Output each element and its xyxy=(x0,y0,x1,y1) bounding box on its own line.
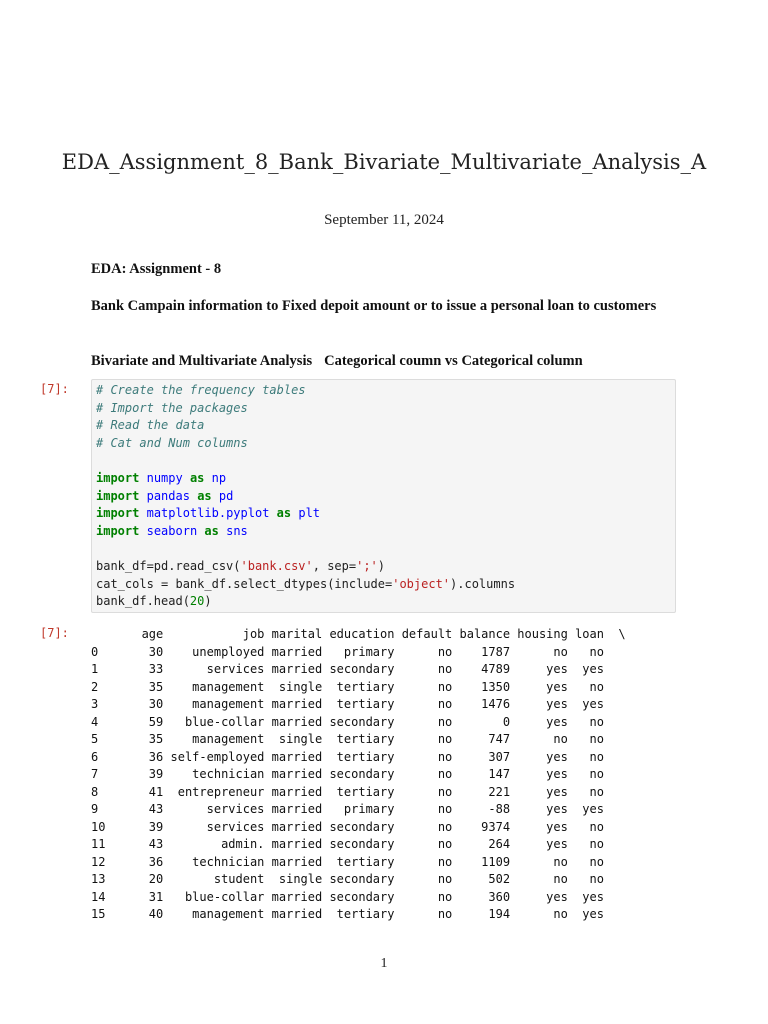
table-cell: 30 xyxy=(119,697,164,711)
code-token: # Read the data xyxy=(96,418,205,433)
table-cell: no xyxy=(567,679,604,694)
table-row xyxy=(91,749,626,767)
table-cell: 264 xyxy=(452,837,511,851)
table-cell: tertiary xyxy=(322,854,395,869)
document-date: September 11, 2024 xyxy=(324,212,444,228)
table-cell: 1109 xyxy=(452,854,511,869)
code-line xyxy=(96,435,515,453)
table-cell: married xyxy=(264,837,323,851)
column-header: \ xyxy=(603,627,626,641)
table-cell: tertiary xyxy=(322,679,395,694)
table-cell: no xyxy=(567,732,604,746)
table-cell: yes xyxy=(510,889,568,904)
code-token: 'object' xyxy=(392,576,451,591)
table-cell: 1350 xyxy=(452,679,511,694)
table-row xyxy=(91,766,626,784)
table-cell: 4 xyxy=(91,714,120,729)
code-token xyxy=(212,489,219,503)
table-cell: 39 xyxy=(119,767,164,781)
table-cell: management xyxy=(163,732,265,746)
table-cell: yes xyxy=(567,802,604,816)
code-token: matplotlib.pyplot xyxy=(146,506,270,521)
table-cell: yes xyxy=(510,749,568,764)
table-cell: married xyxy=(264,644,323,659)
table-cell: services xyxy=(163,662,265,676)
table-cell: married xyxy=(264,889,323,904)
table-row xyxy=(91,836,626,854)
heading-description: Bank Campain information to Fixed depoit amount or to issue a personal loan to customers xyxy=(91,298,657,314)
heading-analysis xyxy=(91,352,681,370)
table-cell: technician xyxy=(163,854,265,869)
code-token: 'bank.csv' xyxy=(240,558,313,573)
input-prompt: [7]: xyxy=(40,382,69,396)
table-cell: yes xyxy=(510,784,568,799)
table-cell: 14 xyxy=(91,889,120,904)
table-cell: tertiary xyxy=(322,732,395,746)
table-cell: married xyxy=(264,802,323,816)
table-cell: single xyxy=(264,679,323,694)
code-token: , sep= xyxy=(312,558,357,573)
code-line xyxy=(96,593,515,611)
table-cell: admin. xyxy=(163,837,265,851)
table-cell: 39 xyxy=(119,819,164,834)
table-row xyxy=(91,854,626,872)
column-header: balance xyxy=(452,627,511,641)
code-line xyxy=(96,505,515,523)
table-cell: 1 xyxy=(91,662,120,676)
table-cell: yes xyxy=(567,889,604,904)
table-cell: 11 xyxy=(91,837,120,851)
table-cell: secondary xyxy=(322,889,395,904)
column-header: education xyxy=(322,627,395,641)
table-cell: yes xyxy=(510,697,568,711)
table-cell: no xyxy=(394,714,453,729)
table-cell: no xyxy=(394,802,453,816)
code-token xyxy=(204,471,211,485)
table-cell: 1787 xyxy=(452,644,511,659)
table-cell: no xyxy=(567,854,604,869)
table-cell: single xyxy=(264,872,323,886)
table-cell: blue-collar xyxy=(163,889,265,904)
table-cell: 307 xyxy=(452,749,511,764)
table-cell: 194 xyxy=(452,907,511,921)
heading-assignment: EDA: Assignment - 8 xyxy=(91,261,222,277)
table-cell: married xyxy=(264,767,323,781)
table-cell: married xyxy=(264,662,323,676)
table-cell: tertiary xyxy=(322,784,395,799)
column-header: age xyxy=(119,627,164,641)
code-token: cat_cols = bank_df.select_dtypes(include= xyxy=(96,576,393,591)
code-token: as xyxy=(189,470,205,485)
table-cell: management xyxy=(163,907,265,921)
heading-analysis-part1: Bivariate and Multivariate Analysis xyxy=(91,353,313,369)
code-line xyxy=(96,523,515,541)
table-cell: no xyxy=(510,732,568,746)
table-cell: 43 xyxy=(119,802,164,816)
code-line xyxy=(96,400,515,418)
table-cell: no xyxy=(394,907,453,921)
column-header xyxy=(91,626,120,644)
table-cell: 43 xyxy=(119,837,164,851)
table-row xyxy=(91,661,626,679)
table-cell: tertiary xyxy=(322,749,395,764)
table-cell: 1476 xyxy=(452,697,511,711)
table-cell: 41 xyxy=(119,784,164,799)
table-cell: management xyxy=(163,697,265,711)
table-cell: 31 xyxy=(119,889,164,904)
table-cell: 13 xyxy=(91,872,120,886)
table-row xyxy=(91,906,626,924)
code-token xyxy=(139,506,146,520)
table-cell: no xyxy=(394,854,453,869)
table-cell: tertiary xyxy=(322,907,395,921)
table-cell: 2 xyxy=(91,679,120,694)
column-header: marital xyxy=(264,627,323,641)
table-cell: yes xyxy=(510,767,568,781)
code-token: # Cat and Num columns xyxy=(96,435,248,450)
table-cell: 8 xyxy=(91,784,120,799)
code-line xyxy=(96,470,515,488)
table-cell: no xyxy=(567,749,604,764)
table-cell: primary xyxy=(322,802,395,816)
column-header: job xyxy=(163,627,265,641)
table-cell: services xyxy=(163,819,265,834)
code-token: pd xyxy=(218,488,234,503)
table-cell: no xyxy=(394,837,453,851)
table-cell: 9 xyxy=(91,802,120,816)
table-cell: 59 xyxy=(119,714,164,729)
table-cell: no xyxy=(394,889,453,904)
code-token xyxy=(269,506,276,520)
table-cell: married xyxy=(264,854,323,869)
table-cell: secondary xyxy=(322,819,395,834)
code-line xyxy=(96,382,515,400)
table-cell: secondary xyxy=(322,872,395,886)
table-cell: 5 xyxy=(91,732,120,746)
table-cell: 221 xyxy=(452,784,511,799)
table-cell: married xyxy=(264,697,323,711)
code-token: as xyxy=(197,488,212,503)
table-cell: no xyxy=(394,662,453,676)
table-cell: no xyxy=(394,644,453,659)
table-cell: 7 xyxy=(91,767,120,781)
table-cell: 0 xyxy=(91,644,120,659)
column-header: loan xyxy=(567,627,604,641)
code-line xyxy=(96,417,515,435)
table-cell: no xyxy=(567,872,604,886)
code-token: pandas xyxy=(146,488,190,503)
code-token: import xyxy=(96,506,140,521)
code-token: 20 xyxy=(189,594,205,609)
table-cell: no xyxy=(394,784,453,799)
table-cell: yes xyxy=(567,662,604,676)
table-cell: primary xyxy=(322,644,395,659)
code-token: np xyxy=(211,470,227,485)
table-row xyxy=(91,644,626,662)
code-token xyxy=(139,524,146,538)
table-row xyxy=(91,731,626,749)
table-cell: 10 xyxy=(91,819,120,834)
table-cell: tertiary xyxy=(322,697,395,711)
table-cell: yes xyxy=(510,802,568,816)
code-line xyxy=(96,452,515,470)
table-cell: yes xyxy=(510,662,568,676)
table-row xyxy=(91,696,626,714)
output-prompt: [7]: xyxy=(40,626,69,640)
table-cell: no xyxy=(567,784,604,799)
table-cell: 502 xyxy=(452,872,511,886)
code-token: ).columns xyxy=(450,576,516,591)
page-number: 1 xyxy=(380,956,388,971)
table-cell: technician xyxy=(163,767,265,781)
table-cell: married xyxy=(264,714,323,729)
code-line xyxy=(96,558,515,576)
table-cell: yes xyxy=(567,907,604,921)
table-cell: no xyxy=(394,679,453,694)
table-row xyxy=(91,871,626,889)
table-cell: married xyxy=(264,749,323,764)
table-cell: no xyxy=(510,644,568,659)
table-cell: 36 xyxy=(119,854,164,869)
code-block xyxy=(96,382,515,611)
table-cell: no xyxy=(394,749,453,764)
table-cell: no xyxy=(394,767,453,781)
table-cell: secondary xyxy=(322,837,395,851)
table-cell: no xyxy=(567,644,604,659)
table-cell: no xyxy=(510,907,568,921)
table-cell: 40 xyxy=(119,907,164,921)
heading-analysis-part2: Categorical coumn vs Categorical column xyxy=(324,353,583,369)
table-row xyxy=(91,679,626,697)
code-token xyxy=(183,471,190,485)
table-cell: no xyxy=(394,819,453,834)
table-cell: 360 xyxy=(452,889,511,904)
table-cell: yes xyxy=(510,679,568,694)
code-token: plt xyxy=(298,506,321,521)
code-token xyxy=(139,489,146,503)
table-cell: yes xyxy=(510,819,568,834)
table-row xyxy=(91,801,626,819)
table-cell: no xyxy=(510,854,568,869)
table-cell: no xyxy=(567,819,604,834)
code-token: ) xyxy=(204,594,212,609)
column-header: housing xyxy=(510,627,568,641)
table-cell: 35 xyxy=(119,732,164,746)
table-cell: 20 xyxy=(119,872,164,886)
code-token: sns xyxy=(226,523,248,538)
code-token: import xyxy=(96,470,140,485)
code-token: # Import the packages xyxy=(96,400,248,415)
code-token: seaborn xyxy=(146,523,198,538)
table-cell: secondary xyxy=(322,662,395,676)
table-cell: no xyxy=(510,872,568,886)
table-cell: 147 xyxy=(452,767,511,781)
table-cell: services xyxy=(163,802,265,816)
table-cell: 30 xyxy=(119,644,164,659)
table-cell: unemployed xyxy=(163,644,265,659)
output-dataframe xyxy=(91,626,626,924)
code-token xyxy=(139,471,146,485)
table-cell: married xyxy=(264,907,323,921)
code-token: import xyxy=(96,523,140,538)
code-token: ) xyxy=(377,558,386,573)
code-token: ';' xyxy=(356,558,378,573)
table-cell: no xyxy=(394,697,453,711)
table-cell: no xyxy=(567,837,604,851)
table-cell: yes xyxy=(510,714,568,729)
table-row xyxy=(91,819,626,837)
table-cell: married xyxy=(264,819,323,834)
table-cell: no xyxy=(567,767,604,781)
table-cell: yes xyxy=(510,837,568,851)
table-cell: management xyxy=(163,679,265,694)
table-cell: student xyxy=(163,872,265,886)
code-token: numpy xyxy=(146,470,183,485)
table-cell: secondary xyxy=(322,714,395,729)
table-cell: 12 xyxy=(91,854,120,869)
code-token: as xyxy=(204,523,219,538)
table-cell: secondary xyxy=(322,767,395,781)
table-cell: blue-collar xyxy=(163,714,265,729)
code-line xyxy=(96,540,515,558)
table-cell: no xyxy=(394,872,453,886)
table-cell: -88 xyxy=(452,802,511,816)
code-token: bank_df.head( xyxy=(96,594,190,609)
table-cell: 33 xyxy=(119,662,164,676)
table-cell: 4789 xyxy=(452,662,511,676)
table-cell: yes xyxy=(567,697,604,711)
code-token: as xyxy=(276,506,292,521)
table-cell: no xyxy=(394,732,453,746)
column-header: default xyxy=(394,627,453,641)
code-token xyxy=(219,524,226,538)
table-row xyxy=(91,784,626,802)
table-cell: married xyxy=(264,784,323,799)
table-cell: 15 xyxy=(91,907,120,921)
table-cell: self-employed xyxy=(163,749,265,764)
code-token: import xyxy=(96,488,140,503)
table-row xyxy=(91,889,626,907)
table-header-row xyxy=(91,626,626,644)
table-cell: no xyxy=(567,714,604,729)
code-token: # Create the frequency tables xyxy=(96,383,306,397)
code-line xyxy=(96,576,515,594)
table-cell: 9374 xyxy=(452,819,511,834)
document-title: EDA_Assignment_8_Bank_Bivariate_Multivariate_Analysis_A xyxy=(61,150,707,174)
table-row xyxy=(91,714,626,732)
code-token: bank_df=pd.read_csv( xyxy=(96,558,241,573)
table-cell: 35 xyxy=(119,679,164,694)
table-cell: single xyxy=(264,732,323,746)
table-cell: 0 xyxy=(452,714,511,729)
code-line xyxy=(96,488,515,506)
table-cell: entrepreneur xyxy=(163,784,265,799)
table-cell: 6 xyxy=(91,749,120,764)
table-cell: 36 xyxy=(119,749,164,764)
table-cell: 3 xyxy=(91,697,120,711)
table-cell: 747 xyxy=(452,732,511,746)
